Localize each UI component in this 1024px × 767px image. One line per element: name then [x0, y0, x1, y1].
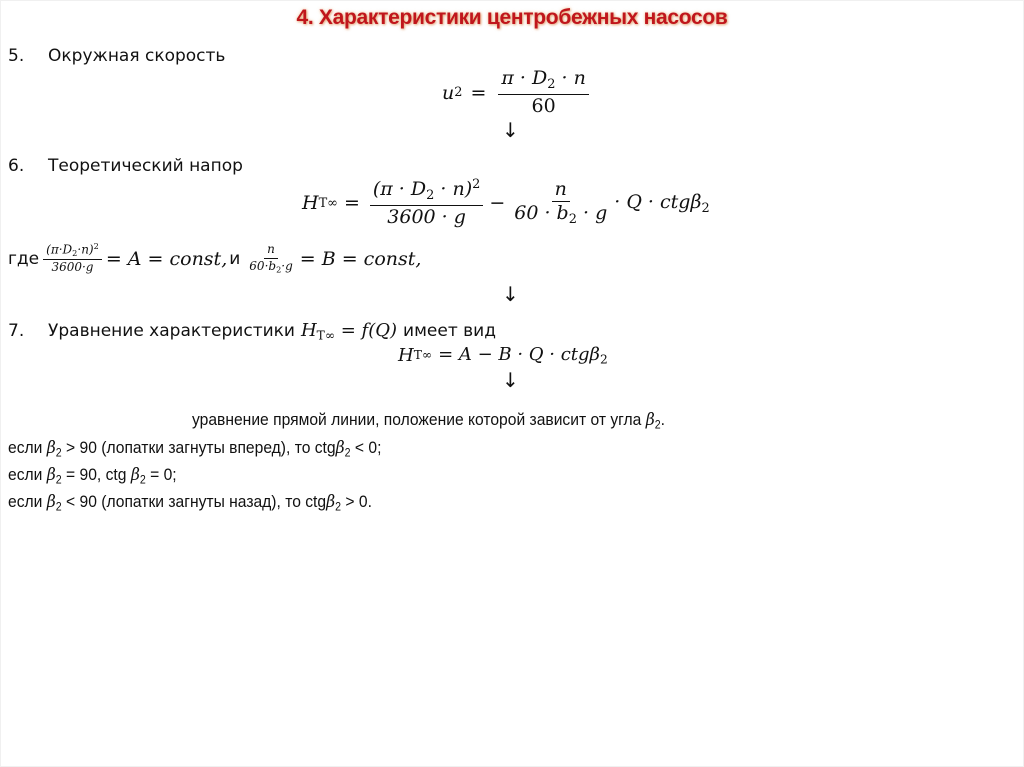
fraction-denominator: $60 \cdot b_2 \cdot g$: [514, 202, 608, 228]
condition-row: если $\beta_2 > 90$ (лопатки загнуты вперед), то ctgβ$_2$ < 0;: [8, 438, 382, 460]
item-math: $H_{T\infty} = f(Q)$: [300, 320, 398, 343]
fraction-a-small: [43, 242, 102, 275]
beta-symbol: $\beta_2$: [326, 492, 342, 514]
equals-sign: =: [343, 192, 360, 215]
fraction-denominator: 3600·g: [51, 260, 94, 275]
down-arrow-icon: ↓: [502, 282, 519, 306]
formula-circumferential-speed: [442, 68, 593, 118]
fraction-b: [511, 179, 610, 229]
item-label: Окружная скорость: [48, 46, 226, 66]
fraction-denominator: 3600 · g: [387, 205, 466, 228]
equals-sign: =: [470, 81, 487, 104]
formula-tail: · Q · ctgβ$_2$: [614, 190, 710, 216]
condition-row: если $\beta_2 < 90$ (лопатки загнуты назад), то ctgβ$_2$ > 0.: [8, 492, 372, 514]
formula-lhs-subscript: T∞: [413, 348, 433, 363]
beta-symbol: $\beta_2$: [335, 438, 351, 460]
item-label: Уравнение характеристики: [48, 321, 295, 341]
formula-theoretical-head: [302, 178, 710, 229]
item-label: Теоретический напор: [48, 156, 243, 176]
formula-lhs-subscript: 2: [454, 85, 463, 101]
fraction-denominator: 60: [531, 94, 556, 117]
line-description: уравнение прямой линии, положение которой зависит от угла $\beta_2$.: [192, 410, 666, 432]
beta-symbol: $\beta_2$: [46, 492, 62, 514]
formula-lhs: u: [442, 81, 455, 104]
item-5: [8, 46, 225, 66]
condition-row: если $\beta_2 = 90$, ctg $\beta_2 = 0$;: [8, 465, 177, 487]
fraction-denominator: $60\cdot b_2\cdot g$: [249, 258, 293, 274]
constant-b: = B = const,: [299, 247, 422, 270]
item-number: 6.: [8, 156, 25, 176]
conjunction: и: [229, 248, 241, 269]
item-number: 7.: [8, 321, 25, 341]
formula-lhs: H: [302, 192, 319, 215]
minus-sign: −: [489, 192, 506, 215]
fraction: [498, 68, 588, 118]
fraction-numerator: $(\pi \cdot D_2 \cdot n)^2$: [370, 178, 483, 206]
formula-rhs: = A − B · Q · ctgβ$_2$: [438, 344, 608, 367]
fraction-numerator: $\pi \cdot D_2 \cdot n$: [498, 68, 588, 95]
formula-lhs-subscript: T∞: [318, 195, 338, 211]
formula-lhs: H: [398, 344, 414, 366]
beta-symbol: $\beta_2$: [46, 438, 62, 460]
constant-a: = A = const,: [105, 247, 228, 270]
item-7: [8, 320, 496, 343]
fraction-a: [370, 178, 483, 229]
where-definitions: [8, 242, 421, 275]
beta-symbol: $\beta_2$: [130, 465, 146, 487]
beta-symbol: $\beta_2$: [645, 410, 661, 432]
description-text: уравнение прямой линии, положение которой зависит от угла: [192, 410, 642, 429]
where-label: где: [8, 248, 40, 269]
fraction-b-small: [246, 243, 295, 275]
item-number: 5.: [8, 46, 25, 66]
fraction-numerator: $(\pi\cdot D_2\cdot n)^2$: [43, 242, 102, 260]
down-arrow-icon: ↓: [502, 368, 519, 392]
slide-title: 4. Характеристики центробежных насосов: [296, 6, 728, 29]
beta-symbol: $\beta_2$: [46, 465, 62, 487]
item-label-tail: имеет вид: [403, 321, 496, 341]
item-6: [8, 156, 243, 176]
fraction-numerator: n: [552, 179, 570, 203]
fraction-numerator: n: [264, 243, 278, 259]
down-arrow-icon: ↓: [502, 118, 519, 142]
formula-characteristic: [398, 344, 608, 367]
